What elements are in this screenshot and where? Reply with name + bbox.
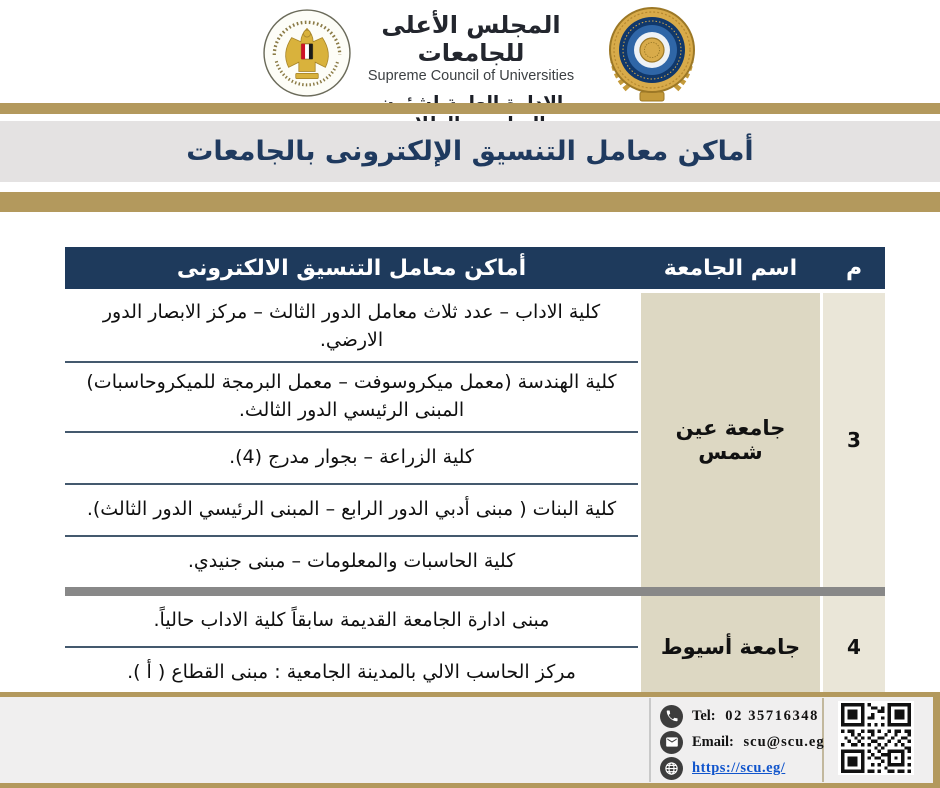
phone-icon <box>660 705 683 728</box>
lab-location: مبنى ادارة الجامعة القديمة سابقاً كلية الاداب حالياً. <box>65 596 638 648</box>
table-row <box>65 596 885 648</box>
footer-divider <box>649 698 651 782</box>
email-address: scu@scu.eg <box>743 733 825 750</box>
footer-gold-line-bottom <box>0 783 940 788</box>
letterhead <box>0 0 940 103</box>
footer-gold-edge-right <box>933 692 940 788</box>
contact-footer <box>0 692 940 788</box>
table-row <box>65 293 885 363</box>
table-header-row <box>65 247 885 293</box>
gold-divider-thick <box>0 192 940 212</box>
lab-location: مركز الحاسب الالي بالمدينة الجامعية : مبنى القطاع ( أ ). <box>65 648 638 698</box>
gold-divider-top <box>0 103 940 114</box>
column-header-university: اسم الجامعة <box>638 247 823 293</box>
phone-label: Tel: <box>692 707 716 724</box>
university-name: جامعة عين شمس <box>638 293 823 587</box>
globe-icon <box>660 757 683 780</box>
page-title: أماكن معامل التنسيق الإلكترونى بالجامعات <box>186 136 754 167</box>
website-link[interactable]: https://scu.eg/ <box>692 759 786 776</box>
phone-number: 02 35716348 <box>725 707 819 724</box>
email-label: Email: <box>692 733 734 750</box>
org-name-arabic: المجلس الأعلى للجامعات <box>381 11 561 67</box>
website-row <box>660 756 818 780</box>
envelope-icon <box>660 731 683 754</box>
lab-location: كلية الهندسة (معمل ميكروسوفت – معمل البرمجة للميكروحاسبات) المبنى الرئيسي الدور الثالث. <box>65 363 638 433</box>
phone-text <box>692 708 819 725</box>
scu-gold-seal-icon <box>604 4 700 104</box>
university-name: جامعة أسيوط <box>638 596 823 698</box>
org-name-english: Supreme Council of Universities <box>367 68 575 85</box>
column-header-locations: أماكن معامل التنسيق الالكترونى <box>65 247 638 293</box>
section-separator <box>65 587 885 596</box>
university-index: 4 <box>823 596 885 698</box>
footer-gold-line-top <box>0 692 940 697</box>
ministry-seal-icon <box>262 7 352 99</box>
lab-location: كلية الزراعة – بجوار مدرج (4). <box>65 433 638 485</box>
lab-location: كلية الاداب – عدد ثلاث معامل الدور الثالث – مركز الابصار الدور الارضي. <box>65 293 638 363</box>
organization-title-block <box>346 12 596 135</box>
labs-table-area <box>65 247 885 710</box>
email-text <box>692 734 825 751</box>
qr-code <box>838 701 914 775</box>
lab-location: كلية الحاسبات والمعلومات – مبنى جنيدي. <box>65 537 638 587</box>
contact-block <box>660 704 825 782</box>
university-index: 3 <box>823 293 885 587</box>
lab-location: كلية البنات ( مبنى أدبي الدور الرابع – المبنى الرئيسي الدور الثالث). <box>65 485 638 537</box>
labs-table <box>65 247 885 710</box>
email-row <box>660 730 825 754</box>
title-banner <box>0 121 940 182</box>
column-header-index: م <box>823 247 885 293</box>
phone-row <box>660 704 818 728</box>
